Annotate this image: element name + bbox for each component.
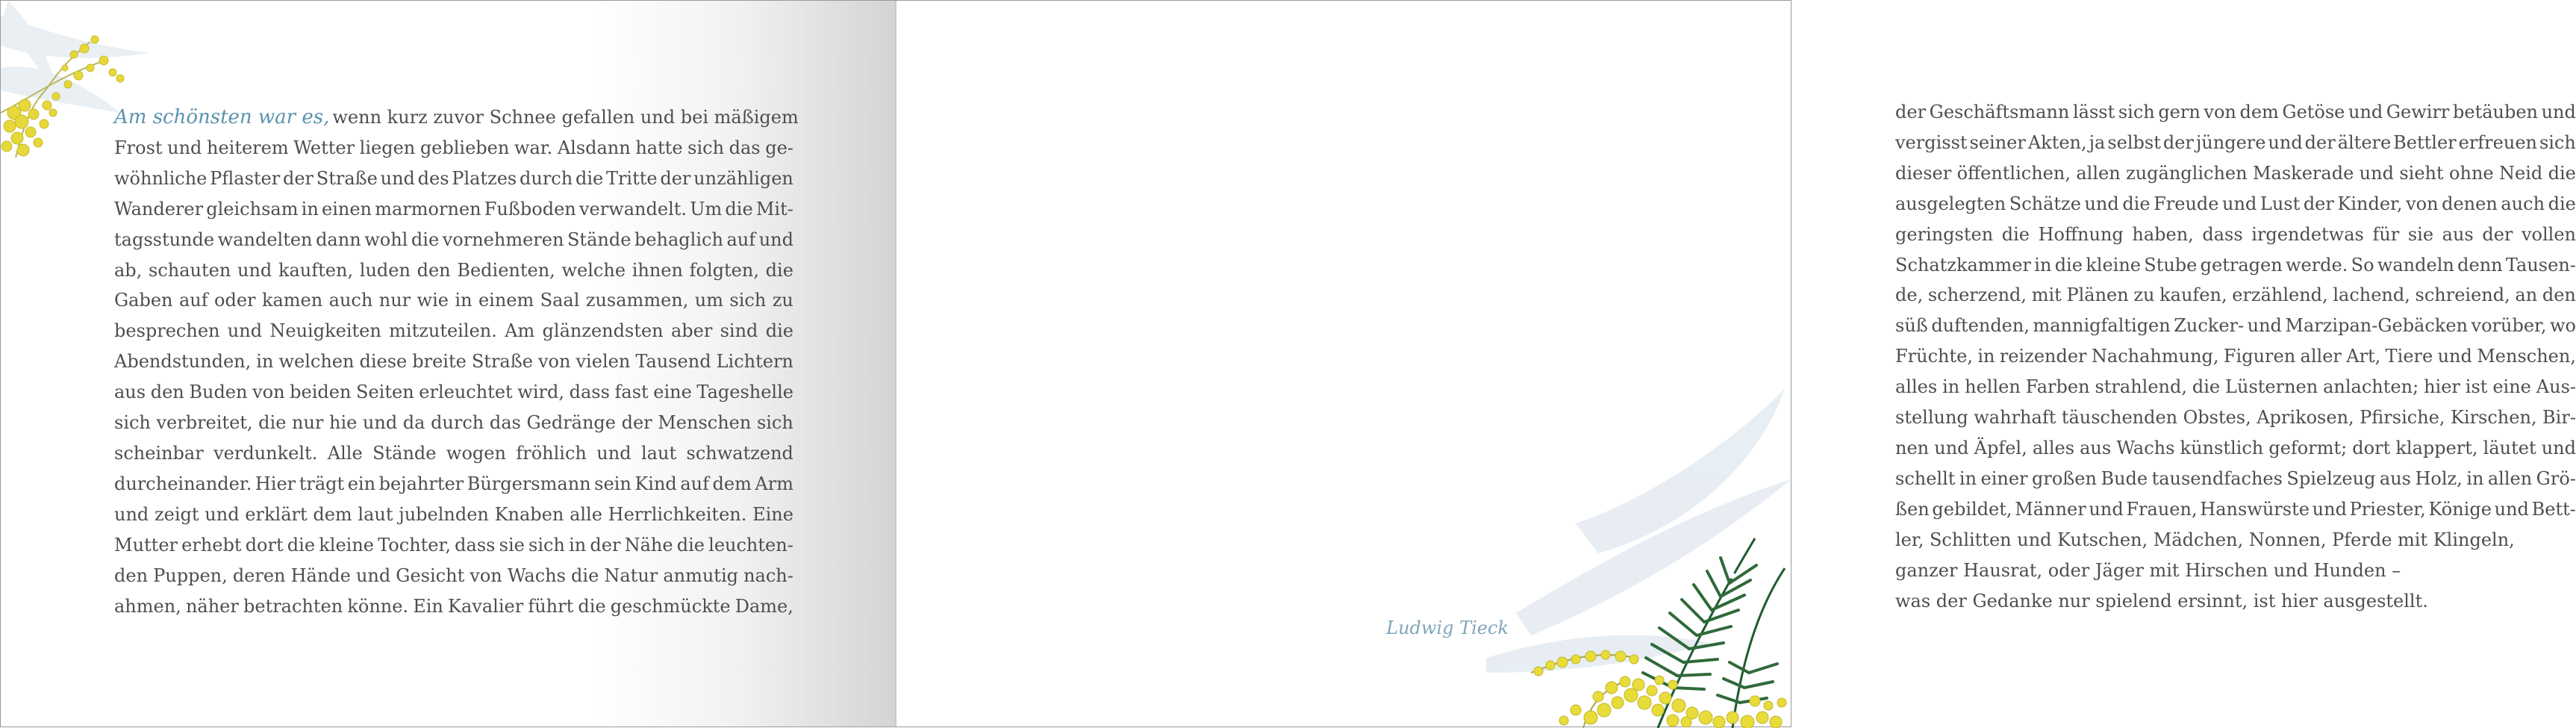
- text-line: schellt in einer großen Bude tausendfaches Spielzeug aus Holz, in allen Grö-: [1895, 467, 2576, 489]
- text-line: vergisst seiner Akten, ja selbst der jüngere und der ältere Bettler erfreuen sich: [1895, 131, 2576, 153]
- text-line: Gaben auf oder kamen auch nur wie in einem Saal zusammen, um sich zu: [114, 290, 793, 311]
- text-line: wöhnliche Pflaster der Straße und des Platzes durch die Tritte der unzähligen: [114, 167, 793, 189]
- text-line: der Geschäftsmann lässt sich gern von dem Getöse und Gewirr betäuben und: [1895, 102, 2576, 122]
- left-page-text: [114, 102, 799, 621]
- text-line: aus den Buden von beiden Seiten erleuchtet wird, dass fast eine Tageshelle: [114, 382, 793, 403]
- author-signature: Ludwig Tieck: [1386, 617, 1509, 638]
- right-page-text: [1895, 97, 2576, 616]
- text-line: Wanderer gleichsam in einen marmornen Fußboden verwandelt. Um die Mit-: [114, 198, 793, 220]
- text-line: den Puppen, deren Hände und Gesicht von Wachs die Natur anmutig nach-: [114, 564, 793, 586]
- text-line: de, scherzend, mit Plänen zu kaufen, erzählend, lachend, schreiend, an den: [1895, 284, 2576, 306]
- text-line: Abendstunden, in welchen diese breite Straße von vielen Tausend Lichtern: [114, 351, 793, 373]
- text-line: dieser öffentlichen, allen zugänglichen Maskerade und sieht ohne Neid die: [1895, 162, 2576, 184]
- text-line: besprechen und Neuigkeiten mitzuteilen. Am glänzendsten aber sind die: [114, 320, 793, 342]
- text-line: geringsten die Hoffnung haben, dass irgendetwas für sie aus der vollen: [1895, 223, 2576, 245]
- text-line: was der Gedanke nur spielend ersinnt, ist hier ausgestellt.: [1895, 590, 2428, 612]
- text-line: ab, schauten und kauften, luden den Bedienten, welche ihnen folgten, die: [114, 259, 793, 281]
- text-line: ler, Schlitten und Kutschen, Mädchen, Nonnen, Pferde mit Klingeln,: [1895, 529, 2515, 550]
- text-line: Früchte, in reizender Nachahmung, Figuren aller Art, Tiere und Menschen,: [1895, 346, 2576, 367]
- text-line: Frost und heiterem Wetter liegen geblieben war. Alsdann hatte sich das ge-: [114, 137, 793, 158]
- text-line: ßen gebildet, Männer und Frauen, Hanswürste und Priester, Könige und Bett-: [1895, 498, 2576, 520]
- text-line: Schatzkammer in die kleine Stube getragen werde. So wandeln denn Tausen-: [1895, 254, 2576, 276]
- text-line: stellung wahrhaft täuschenden Obstes, Aprikosen, Pfirsiche, Kirschen, Bir-: [1895, 407, 2576, 429]
- text-line: Am schönsten war es, wenn kurz zuvor Schnee gefallen und bei mäßigem: [114, 106, 799, 128]
- mimosa-fir-corner-bottom-right-icon: [1486, 389, 1792, 728]
- text-line: Mutter erhebt dort die kleine Tochter, dass sie sich in der Nähe die leuchten-: [114, 534, 793, 556]
- text-line: alles in hellen Farben strahlend, die Lüsternen anlachten; hier ist eine Aus-: [1895, 376, 2576, 398]
- text-line: ahmen, näher betrachten könne. Ein Kavalier führt die geschmückte Dame,: [114, 595, 793, 617]
- text-line: durcheinander. Hier trägt ein bejahrter Bürgersmann sein Kind auf dem Arm: [114, 473, 793, 494]
- lead-in-phrase: Am schönsten war es,: [114, 106, 330, 128]
- text-line: sich verbreitet, die nur hie und da durch das Gedränge der Menschen sich: [114, 412, 793, 434]
- text-line: scheinbar verdunkelt. Alle Stände wogen fröhlich und laut schwatzend: [114, 442, 793, 464]
- text-line: nen und Äpfel, alles aus Wachs künstlich geformt; dort klappert, läutet und: [1895, 437, 2576, 458]
- text-line: und zeigt und erklärt dem laut jubelnden Knaben alle Herrlichkeiten. Eine: [114, 503, 793, 525]
- text-line: ganzer Hausrat, oder Jäger mit Hirschen und Hunden –: [1895, 559, 2401, 581]
- text-line: tagsstunde wandelten dann wohl die vornehmeren Stände behaglich auf und: [114, 228, 793, 250]
- left-page: [1, 1, 896, 727]
- text-line: ausgelegten Schätze und die Freude und Lust der Kinder, von denen auch die: [1895, 193, 2576, 214]
- text-line: süß duftenden, mannigfaltigen Zucker- und Marzipan-Gebäcken vorüber, wo: [1895, 315, 2576, 337]
